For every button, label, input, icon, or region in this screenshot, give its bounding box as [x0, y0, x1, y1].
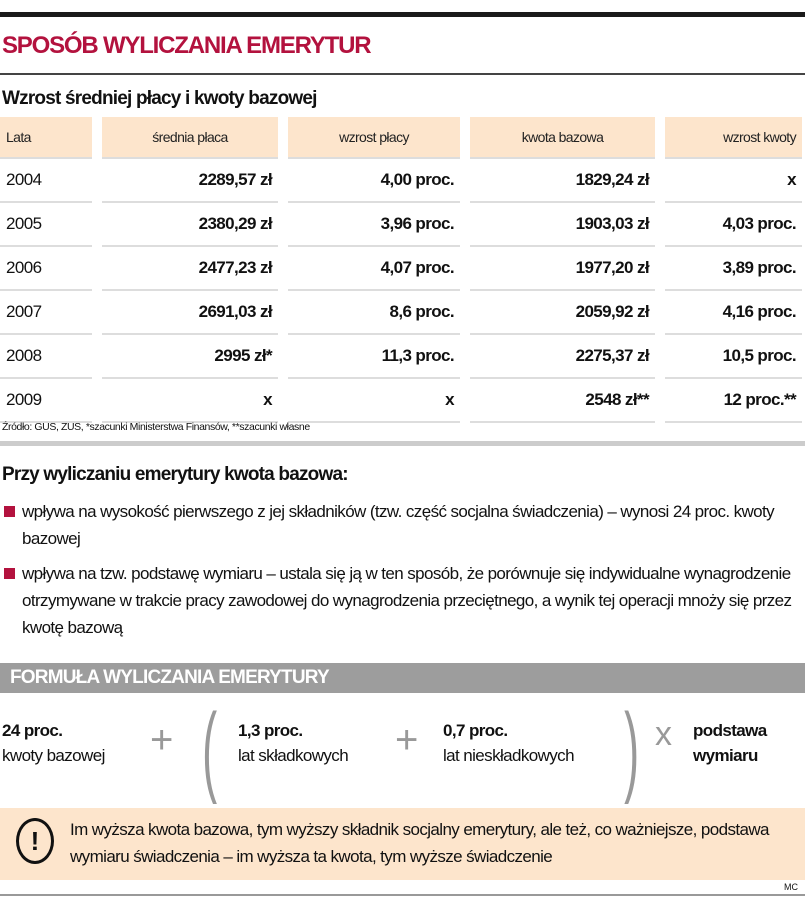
table-title: Wzrost średniej płacy i kwoty bazowej	[2, 88, 317, 109]
table-cell: x	[665, 159, 802, 203]
right-paren-icon: )	[624, 693, 640, 805]
column-gap	[92, 291, 102, 335]
term-value: 24 proc.	[2, 721, 63, 740]
column-header: Lata	[0, 117, 92, 159]
table-cell: 2995 zł*	[102, 335, 278, 379]
column-gap	[278, 203, 288, 247]
table-row	[0, 159, 802, 203]
column-gap	[278, 159, 288, 203]
table-cell: 4,16 proc.	[665, 291, 802, 335]
term-value: podstawa	[693, 721, 767, 740]
column-gap	[655, 247, 665, 291]
bullet-text: wpływa na tzw. podstawę wymiaru – ustala się ją w ten sposób, że porównuje się indywidualne wynagrodzenie otrzymywane w trakcie pracy zawodowej do wynagrodzenia przeciętnego, a wynik tej operacji mnoży się przez kwotę bazową	[22, 564, 792, 637]
table-cell: 2275,37 zł	[470, 335, 655, 379]
table-cell: 1903,03 zł	[470, 203, 655, 247]
plus-icon: +	[395, 718, 419, 762]
credit: MC	[784, 882, 798, 892]
table-cell: 2289,57 zł	[102, 159, 278, 203]
table-cell: 2059,92 zł	[470, 291, 655, 335]
table-cell: 3,96 proc.	[288, 203, 460, 247]
column-header: kwota bazowa	[470, 117, 655, 159]
column-gap	[92, 247, 102, 291]
note-box	[0, 808, 805, 880]
info-heading: Przy wyliczaniu emerytury kwota bazowa:	[2, 464, 348, 485]
exclamation-icon: !	[16, 818, 54, 864]
table-cell: 2006	[0, 247, 92, 291]
left-paren-icon: (	[202, 693, 218, 805]
column-gap	[278, 247, 288, 291]
plus-icon: +	[150, 718, 174, 762]
bullet-square-icon	[4, 506, 15, 517]
list-item	[2, 560, 802, 641]
formula-term-4	[693, 718, 767, 768]
table-cell: 2005	[0, 203, 92, 247]
table-cell: 1829,24 zł	[470, 159, 655, 203]
bullet-text: wpływa na wysokość pierwszego z jej składników (tzw. część socjalna świadczenia) – wynosi 24 proc. kwoty bazowej	[22, 502, 775, 548]
column-gap	[92, 117, 102, 159]
formula-term-3	[443, 718, 574, 768]
table-row	[0, 335, 802, 379]
column-gap	[655, 291, 665, 335]
data-table	[0, 117, 802, 423]
bullet-square-icon	[4, 568, 15, 579]
term-value: wymiaru	[693, 746, 758, 765]
table-cell: 12 proc.**	[665, 379, 802, 423]
table-cell: x	[288, 379, 460, 423]
column-gap	[92, 203, 102, 247]
source-note: Źródło: GUS, ZUS, *szacunki Ministerstwa Finansów, **szacunki własne	[2, 421, 310, 433]
column-gap	[655, 117, 665, 159]
table-row	[0, 203, 802, 247]
column-gap	[460, 247, 470, 291]
term-value: 0,7 proc.	[443, 721, 508, 740]
note-text: Im wyższa kwota bazowa, tym wyższy składnik socjalny emerytury, ale też, co ważniejsze, podstawa wymiaru świadczenia – im wyższa ta kwota, tym wyższe świadczenie	[70, 820, 769, 866]
column-gap	[460, 379, 470, 423]
column-gap	[92, 335, 102, 379]
column-gap	[655, 203, 665, 247]
column-gap	[655, 335, 665, 379]
table-cell: 4,03 proc.	[665, 203, 802, 247]
column-gap	[92, 159, 102, 203]
table-row	[0, 291, 802, 335]
column-gap	[460, 203, 470, 247]
table-cell: 2548 zł**	[470, 379, 655, 423]
term-label: lat nieskładkowych	[443, 746, 574, 765]
divider	[0, 73, 805, 75]
column-gap	[460, 117, 470, 159]
table-cell: 1977,20 zł	[470, 247, 655, 291]
formula-term-1	[2, 718, 105, 768]
table-cell: 2007	[0, 291, 92, 335]
column-header: średnia płaca	[102, 117, 278, 159]
table-header	[0, 117, 802, 159]
table-cell: 2004	[0, 159, 92, 203]
page-title: SPOSÓB WYLICZANIA EMERYTUR	[2, 32, 371, 59]
table-cell: 10,5 proc.	[665, 335, 802, 379]
term-label: kwoty bazowej	[2, 746, 105, 765]
column-header: wzrost kwoty	[665, 117, 802, 159]
column-gap	[655, 159, 665, 203]
column-gap	[460, 159, 470, 203]
table-row	[0, 247, 802, 291]
table-cell: 11,3 proc.	[288, 335, 460, 379]
column-gap	[460, 335, 470, 379]
term-value: 1,3 proc.	[238, 721, 303, 740]
bottom-rule	[0, 894, 805, 896]
bullet-list	[2, 498, 802, 649]
divider	[0, 441, 805, 446]
formula-header	[0, 663, 805, 693]
column-gap	[460, 291, 470, 335]
term-label: lat składkowych	[238, 746, 349, 765]
table-row	[0, 379, 802, 423]
column-gap	[655, 379, 665, 423]
table-cell: 2477,23 zł	[102, 247, 278, 291]
column-gap	[278, 379, 288, 423]
column-gap	[278, 291, 288, 335]
column-gap	[278, 117, 288, 159]
table-cell: 8,6 proc.	[288, 291, 460, 335]
table-cell: 4,07 proc.	[288, 247, 460, 291]
times-icon: x	[655, 715, 672, 753]
formula-title: FORMUŁA WYLICZANIA EMERYTURY	[10, 667, 329, 688]
table-cell: 2008	[0, 335, 92, 379]
column-header: wzrost płacy	[288, 117, 460, 159]
table-cell: 2380,29 zł	[102, 203, 278, 247]
table-cell: 4,00 proc.	[288, 159, 460, 203]
column-gap	[92, 379, 102, 423]
table-cell: 2691,03 zł	[102, 291, 278, 335]
table-cell: 3,89 proc.	[665, 247, 802, 291]
column-gap	[278, 335, 288, 379]
table-cell: 2009	[0, 379, 92, 423]
top-rule	[0, 12, 805, 17]
formula-term-2	[238, 718, 348, 768]
table-cell: x	[102, 379, 278, 423]
list-item	[2, 498, 802, 552]
